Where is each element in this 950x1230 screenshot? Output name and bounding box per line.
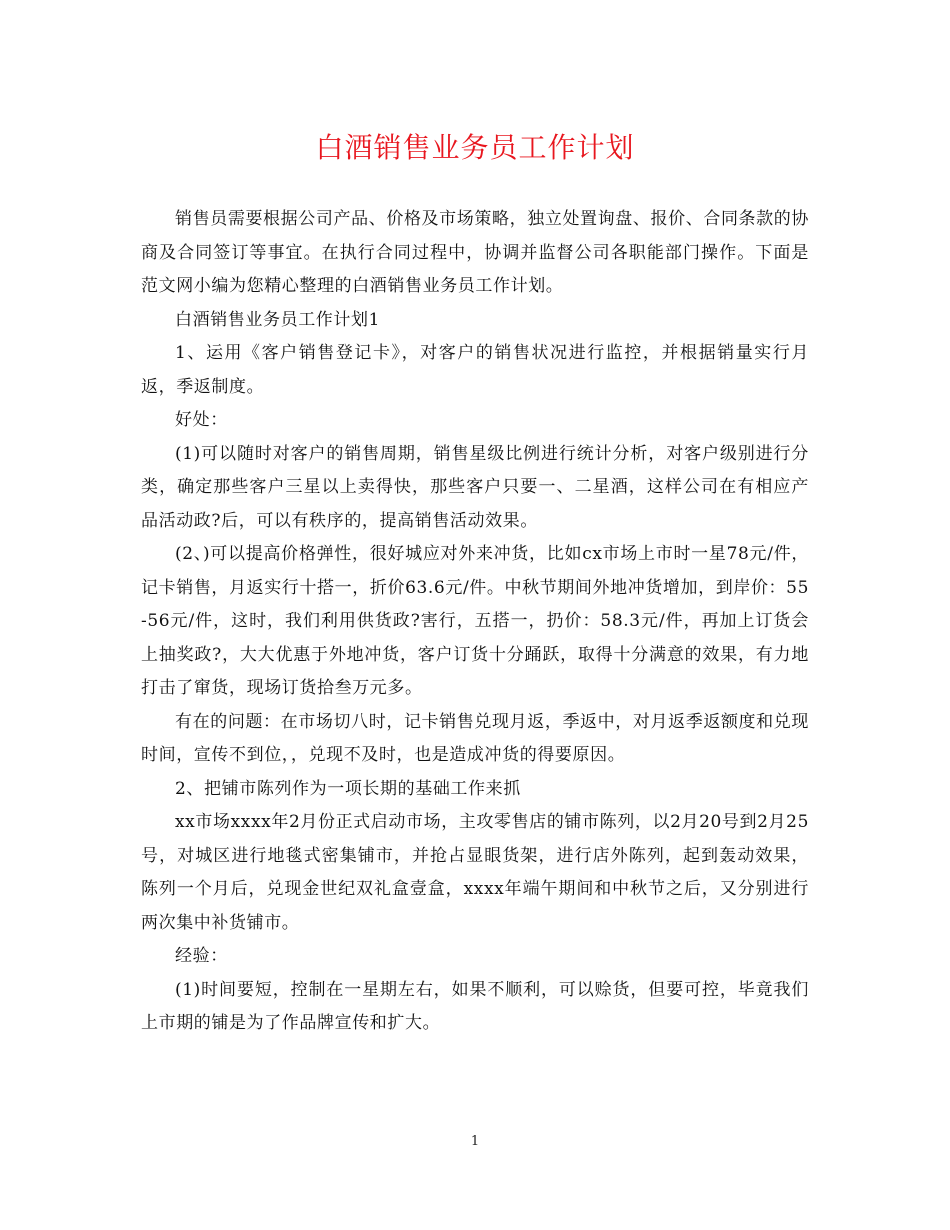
page-number: 1: [470, 1134, 480, 1149]
paragraph-item-2: 2、把铺市陈列作为一项长期的基础工作来抓: [175, 778, 521, 799]
paragraph-benefit-1: (1)可以随时对客户的销售周期，销售星级比例进行统计分析，对客户级别进行分类，确定那些客户三星以上卖得快，那些客户只要一、二星酒，这样公司在有相应产品活动政?后，可以有秩序的，提高销售活动效果。: [141, 443, 809, 531]
paragraph-benefits-label: 好处：: [175, 410, 228, 430]
paragraph-market-launch: xx市场xxxx年2月份正式启动市场，主攻零售店的铺市陈列，以2月20号到2月25号，对城区进行地毯式密集铺市，并抢占显眼货架，进行店外陈列，起到轰动效果，陈列一个月后，兑现金世纪双礼盒壹盒，xxxx年端午期间和中秋节之后，又分别进行两次集中补货铺市。: [141, 812, 809, 933]
paragraph-experience-1: (1)时间要短，控制在一星期左右，如果不顺利，可以赊货，但要可控，毕竟我们上市期的铺是为了作品牌宣传和扩大。: [141, 979, 809, 1033]
paragraph-item-1: 1、运用《客户销售登记卡》，对客户的销售状况进行监控，并根据销量实行月返，季返制度。: [141, 343, 809, 397]
document-body: [141, 203, 809, 1041]
paragraph-benefit-2: (2、)可以提高价格弹性，很好城应对外来冲货，比如cx市场上市时一星78元/件，记卡销售，月返实行十搭一，折价63.6元/件。中秋节期间外地冲货增加，到岸价：55-56元/件，这时，我们利用供货政?害行，五搭一，扔价：58.3元/件，再加上订货会上抽奖政?，大大优惠于外地冲货，客户订货十分踊跃，取得十分满意的效果，有力地打击了窜货，现场订货拾叁万元多。: [141, 544, 809, 698]
paragraph-problems: 有在的问题：在市场切八时，记卡销售兑现月返，季返中，对月返季返额度和兑现时间，宣传不到位，，兑现不及时，也是造成冲货的得要原因。: [141, 711, 809, 765]
paragraph-plan-heading: 白酒销售业务员工作计划1: [175, 309, 381, 330]
paragraph-experience-label: 经验：: [175, 946, 228, 966]
document-title: 白酒销售业务员工作计划: [315, 131, 635, 164]
paragraph-intro: 销售员需要根据公司产品、价格及市场策略，独立处置询盘、报价、合同条款的协商及合同签订等事宜。在执行合同过程中，协调并监督公司各职能部门操作。下面是范文网小编为您精心整理的白酒销售业务员工作计划。: [141, 209, 809, 296]
